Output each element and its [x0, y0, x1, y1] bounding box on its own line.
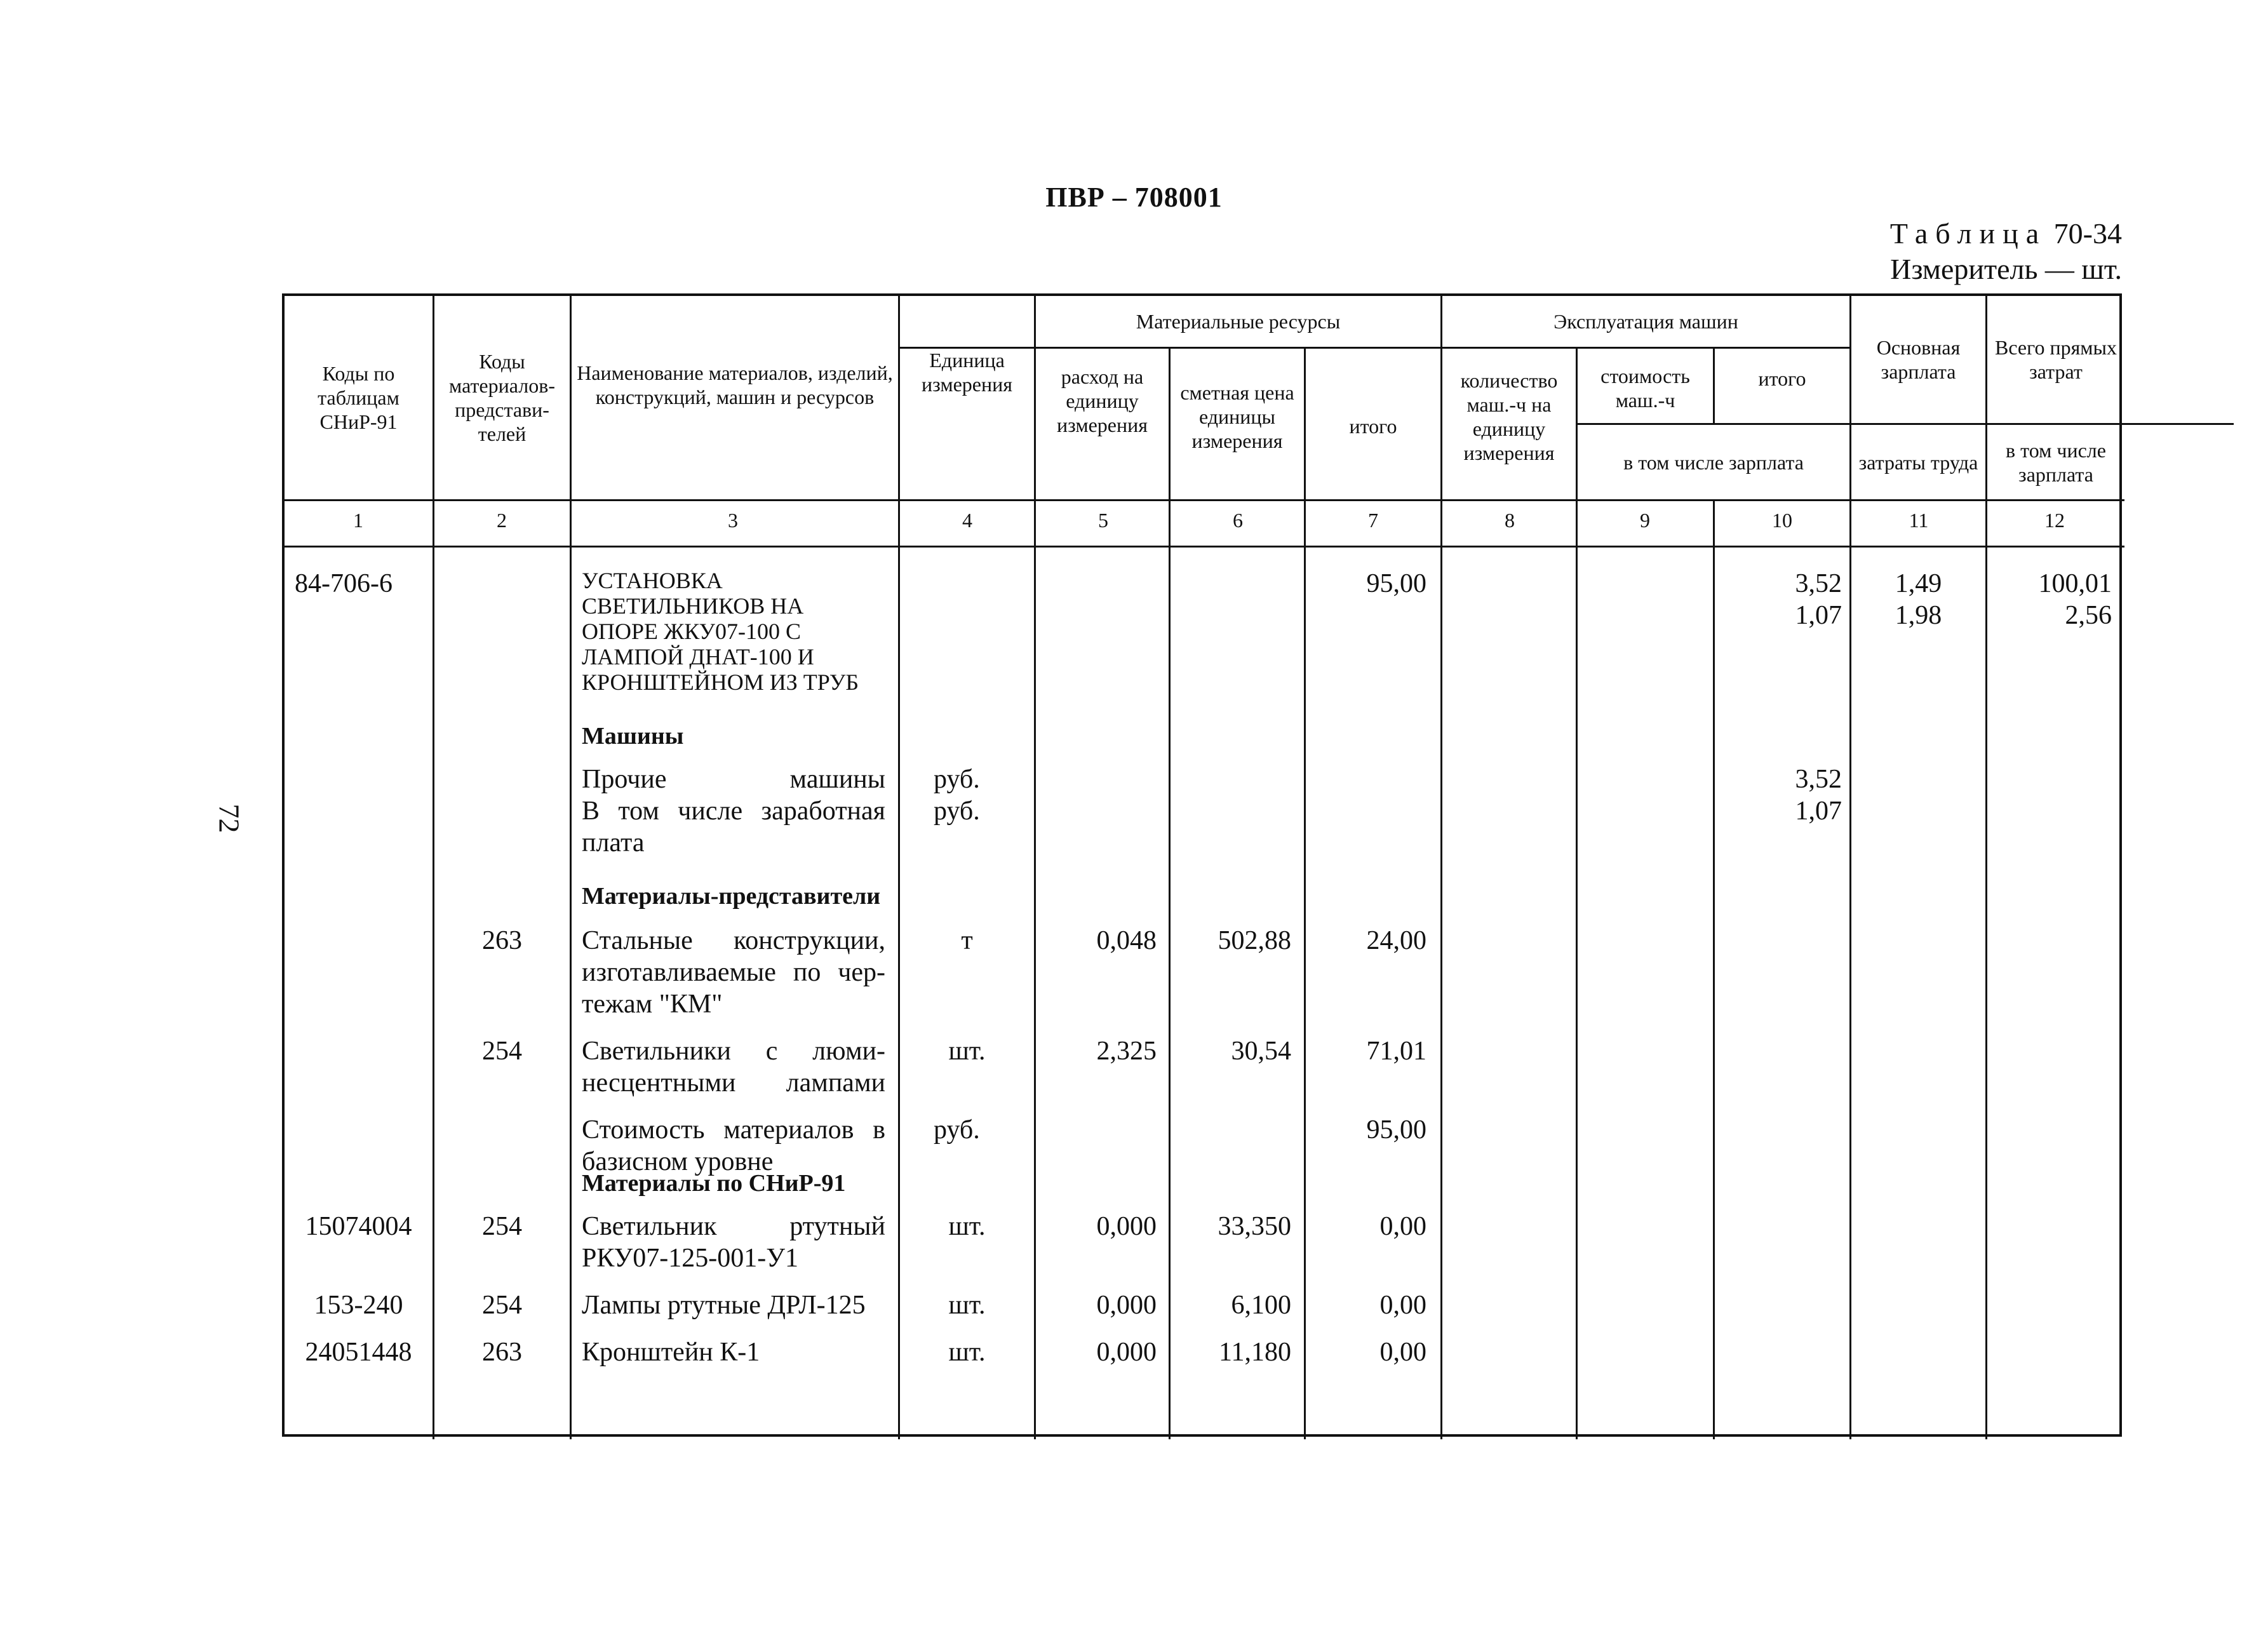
- lamps-price: 30,54: [1231, 1037, 1291, 1066]
- lamps-name: Светильники с люми- несцентными лампами: [582, 1037, 885, 1098]
- header-rep-codes: Коды материалов-представи-телей: [449, 350, 555, 445]
- col-number: 2: [497, 509, 507, 532]
- wage-machines-unit: руб.: [934, 796, 980, 826]
- col-number: 1: [353, 509, 363, 532]
- header-rate: расход на единицу измерения: [1057, 365, 1148, 436]
- bracket-unit: шт.: [948, 1338, 986, 1367]
- mercury-unit: шт.: [948, 1212, 986, 1241]
- header-labor: затраты труда: [1858, 450, 1978, 474]
- lamps-total: 71,01: [1366, 1037, 1426, 1066]
- main-total: 95,00: [1366, 569, 1426, 598]
- other-machines-unit: руб.: [934, 765, 980, 794]
- section-rep-materials: Материалы-представители: [582, 883, 881, 910]
- table-caption: [1890, 216, 2122, 287]
- header-machine-total: итого: [1758, 367, 1806, 390]
- bracket-rate: 0,000: [1096, 1338, 1157, 1367]
- main-direct-costs: 100,01: [2038, 569, 2112, 598]
- steel-rate: 0,048: [1096, 926, 1157, 955]
- wage-machines-value: 1,07: [1795, 796, 1842, 826]
- col-number: 8: [1505, 509, 1515, 532]
- section-snir-materials: Материалы по СНиР-91: [582, 1170, 846, 1197]
- mercury-code: 15074004: [305, 1212, 412, 1241]
- header-price: сметная цена единицы измерения: [1180, 381, 1294, 452]
- lamps-rate: 2,325: [1096, 1037, 1157, 1066]
- mercury-name: Светильник ртутный РКУ07-125-001-У1: [582, 1212, 885, 1273]
- col-number: 12: [2044, 509, 2065, 532]
- document-code: ПВР – 708001: [1045, 182, 1223, 213]
- wage-machines-name-2: плата: [582, 828, 645, 857]
- header-direct-costs: Всего прямых затрат: [1994, 336, 2117, 383]
- mercury-price: 33,350: [1218, 1212, 1291, 1241]
- cost-name: Стоимость материалов в базисном уровне: [582, 1115, 885, 1176]
- col-number: 9: [1640, 509, 1650, 532]
- measure-unit: Измеритель — шт.: [1890, 253, 2122, 285]
- steel-total: 24,00: [1366, 926, 1426, 955]
- main-machine-wage: 1,07: [1795, 601, 1842, 630]
- drl-name: Лампы ртутные ДРЛ-125: [582, 1291, 866, 1320]
- other-machines-value: 3,52: [1795, 765, 1842, 794]
- page-number: 72: [213, 803, 246, 833]
- main-basic-wage: 1,49: [1895, 569, 1942, 598]
- header-machine-hours: количество маш.-ч на единицу измерения: [1460, 369, 1558, 464]
- bracket-rep: 263: [482, 1338, 522, 1367]
- cost-unit: руб.: [934, 1115, 980, 1145]
- mercury-total: 0,00: [1379, 1212, 1426, 1241]
- drl-code: 153-240: [314, 1291, 403, 1320]
- bracket-name: Кронштейн К-1: [582, 1338, 760, 1367]
- header-direct-wage: в том числе зарплата: [2006, 438, 2106, 486]
- header-basic-wage: Основная зарплата: [1876, 336, 1961, 383]
- main-machine-total: 3,52: [1795, 569, 1842, 598]
- cost-total: 95,00: [1366, 1115, 1426, 1145]
- col-number: 3: [728, 509, 738, 532]
- steel-name: Стальные конструкции, изготавливаемые по чер- тежам "КМ": [582, 926, 885, 1019]
- header-machine-cost: стоимость маш.-ч: [1600, 365, 1690, 412]
- lamps-rep: 254: [482, 1037, 522, 1066]
- header-snir-codes: Коды по таблицам СНиР-91: [318, 362, 399, 433]
- lamps-unit: шт.: [948, 1037, 986, 1066]
- main-code: 84-706-6: [295, 569, 393, 598]
- header-total: итого: [1349, 415, 1397, 438]
- header-incl-wage: в том числе зарплата: [1623, 450, 1804, 474]
- other-machines-name: Прочие машины: [582, 765, 885, 794]
- col-number: 5: [1098, 509, 1108, 532]
- header-unit: Единица измерения: [922, 349, 1012, 396]
- main-labor: 1,98: [1895, 601, 1942, 630]
- col-number: 4: [962, 509, 972, 532]
- drl-unit: шт.: [948, 1291, 986, 1320]
- bracket-total: 0,00: [1379, 1338, 1426, 1367]
- drl-rate: 0,000: [1096, 1291, 1157, 1320]
- drl-total: 0,00: [1379, 1291, 1426, 1320]
- header-machine-operation: Эксплуатация машин: [1553, 310, 1738, 333]
- wage-machines-name-1: В том числе заработная: [582, 796, 885, 826]
- steel-price: 502,88: [1218, 926, 1291, 955]
- col-number: 10: [1772, 509, 1792, 532]
- drl-rep: 254: [482, 1291, 522, 1320]
- section-machines: Машины: [582, 723, 684, 749]
- bracket-price: 11,180: [1219, 1338, 1291, 1367]
- mercury-rep: 254: [482, 1212, 522, 1241]
- col-number: 6: [1233, 509, 1243, 532]
- main-name: УСТАНОВКА СВЕТИЛЬНИКОВ НА ОПОРЕ ЖКУ07-100 С ЛАМПОЙ ДНАТ-100 И КРОНШТЕЙНОМ ИЗ ТРУБ: [582, 568, 859, 695]
- table-word: Таблица: [1889, 217, 2047, 250]
- bracket-code: 24051448: [305, 1338, 412, 1367]
- header-material-resources: Материальные ресурсы: [1136, 310, 1341, 333]
- col-number: 11: [1909, 509, 1929, 532]
- steel-unit: т: [961, 926, 973, 955]
- steel-rep: 263: [482, 926, 522, 955]
- drl-price: 6,100: [1231, 1291, 1291, 1320]
- header-name: Наименование материалов, изделий, конструкций, машин и ресурсов: [577, 361, 893, 408]
- mercury-rate: 0,000: [1096, 1212, 1157, 1241]
- resource-table: [282, 293, 2122, 1437]
- col-number: 7: [1368, 509, 1378, 532]
- main-direct-wage: 2,56: [2065, 601, 2112, 630]
- table-number: 70-34: [2053, 217, 2122, 250]
